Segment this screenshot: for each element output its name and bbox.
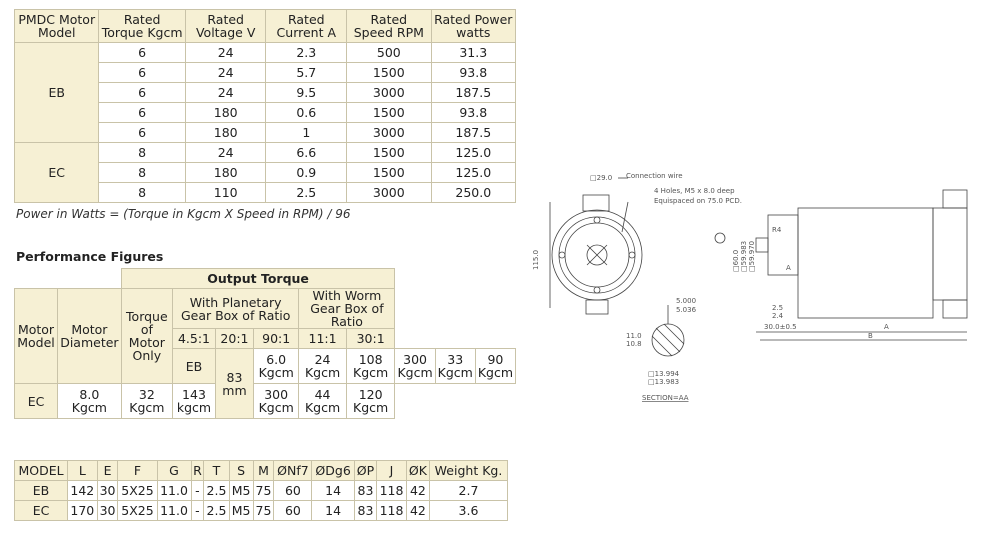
table-cell: 24	[185, 43, 266, 63]
dimensions-table	[14, 460, 508, 521]
table-cell: 142	[68, 481, 98, 501]
table-cell: 5X25	[118, 481, 157, 501]
dim-label: A	[884, 323, 889, 331]
table-cell: 8	[99, 183, 185, 203]
table-cell: 24	[185, 63, 266, 83]
foot-box	[586, 300, 608, 314]
dim-label: 115.0	[532, 249, 540, 270]
header-cell: J	[377, 461, 407, 481]
model-cell: EB	[15, 481, 68, 501]
dim-label: R4	[772, 226, 782, 234]
header-cell: R	[191, 461, 204, 481]
foot-side	[943, 300, 967, 318]
table-cell: 120 Kgcm	[346, 384, 395, 419]
dim-label: B	[868, 332, 873, 340]
table-cell: 6	[99, 123, 185, 143]
end-cap	[933, 208, 967, 300]
table-cell: 118	[377, 501, 407, 521]
dim-label: □59.983	[740, 240, 748, 272]
table-cell: 60	[274, 481, 312, 501]
table-cell: 6	[99, 43, 185, 63]
table-cell: 2.5	[204, 481, 229, 501]
table-cell: 300 Kgcm	[395, 349, 435, 384]
model-cell: EB	[15, 43, 99, 143]
table-cell: 1500	[347, 163, 431, 183]
model-cell: EC	[15, 501, 68, 521]
table-cell: 44 Kgcm	[299, 384, 346, 419]
terminal-box-side	[943, 190, 967, 208]
table-cell: 31.3	[431, 43, 515, 63]
header-cell: T	[204, 461, 229, 481]
table-cell: 1500	[347, 63, 431, 83]
header-cell: PMDC Motor Model	[15, 10, 99, 43]
table-cell: 24	[185, 83, 266, 103]
connection-wire-label: Connection wire	[626, 172, 683, 180]
motor-model-header: Motor Model	[15, 289, 58, 384]
table-cell: 75	[253, 501, 274, 521]
table-cell: 187.5	[431, 123, 515, 143]
header-cell: F	[118, 461, 157, 481]
header-cell: E	[97, 461, 118, 481]
header-cell: G	[157, 461, 191, 481]
table-cell: 2.3	[266, 43, 347, 63]
dim-label: □29.0	[590, 174, 613, 182]
table-row	[15, 143, 516, 163]
dim-label: A	[786, 264, 791, 272]
ratio-cell: 4.5:1	[173, 329, 216, 349]
leader-line	[622, 202, 628, 232]
hatch-line	[656, 328, 680, 352]
table-cell: M5	[229, 481, 253, 501]
table-cell: 110	[185, 183, 266, 203]
table-cell: 8.0 Kgcm	[58, 384, 122, 419]
dim-label: 5.036	[676, 306, 697, 314]
table-cell: 30	[97, 481, 118, 501]
table-cell: 8	[99, 163, 185, 183]
header-cell: S	[229, 461, 253, 481]
table-cell: 24 Kgcm	[299, 349, 346, 384]
header-cell: Rated Torque Kgcm	[99, 10, 185, 43]
perf-header-row	[15, 289, 516, 329]
table-cell: 108 Kgcm	[346, 349, 395, 384]
dim-label: □13.994	[648, 370, 680, 378]
table-cell: 6.0 Kgcm	[254, 349, 299, 384]
table-cell: 2.5	[266, 183, 347, 203]
table-cell: 8	[99, 143, 185, 163]
hatch-line	[664, 324, 684, 344]
table-cell: 6	[99, 83, 185, 103]
holes-label: 4 Holes, M5 x 8.0 deep	[654, 187, 735, 195]
header-cell: ØP	[354, 461, 376, 481]
header-cell: ØDg6	[312, 461, 354, 481]
table-cell: 3000	[347, 183, 431, 203]
model-cell: EC	[15, 143, 99, 203]
shaft-flange	[768, 215, 798, 275]
ratio-cell: 30:1	[346, 329, 395, 349]
dim-label: 10.8	[626, 340, 642, 348]
table-cell: 93.8	[431, 103, 515, 123]
dim-header-row	[15, 461, 508, 481]
header-cell: M	[253, 461, 274, 481]
table-row	[15, 501, 508, 521]
table-cell: 1500	[347, 143, 431, 163]
header-cell: Rated Current A	[266, 10, 347, 43]
motor-technical-drawing	[528, 160, 978, 410]
rated-specs-table	[14, 9, 516, 203]
table-cell: 6	[99, 63, 185, 83]
dim-label: 30.0±0.5	[764, 323, 797, 331]
header-cell: Weight Kg.	[430, 461, 508, 481]
table-cell: 30	[97, 501, 118, 521]
reference-circle	[715, 233, 725, 243]
table-cell: 2.5	[204, 501, 229, 521]
table-cell: M5	[229, 501, 253, 521]
mount-hole	[594, 217, 600, 223]
header-cell: ØNf7	[274, 461, 312, 481]
table-cell: 5X25	[118, 501, 157, 521]
header-cell: ØK	[406, 461, 429, 481]
power-formula-note: Power in Watts = (Torque in Kgcm X Speed in RPM) / 96	[16, 207, 351, 221]
dim-label: 5.000	[676, 297, 697, 305]
table-cell: 24	[185, 143, 266, 163]
shaft	[756, 238, 768, 252]
header-cell: L	[68, 461, 98, 481]
header-cell: MODEL	[15, 461, 68, 481]
section-label: SECTION=AA	[642, 394, 689, 402]
motor-housing	[798, 208, 933, 318]
ratio-cell: 90:1	[254, 329, 299, 349]
table-cell: 0.9	[266, 163, 347, 183]
dim-label: 2.5	[772, 304, 784, 312]
dim-label: 11.0	[626, 332, 642, 340]
dim-label: □13.983	[648, 378, 680, 386]
torque-motor-only-header: Torque of Motor Only	[121, 289, 172, 384]
holes-label: Equispaced on 75.0 PCD.	[654, 197, 742, 205]
table-cell: 14	[312, 481, 354, 501]
table-cell: 90 Kgcm	[475, 349, 515, 384]
table-cell: 2.7	[430, 481, 508, 501]
performance-title: Performance Figures	[16, 249, 164, 264]
table-cell: 0.6	[266, 103, 347, 123]
table-cell: 14	[312, 501, 354, 521]
table-cell: 93.8	[431, 63, 515, 83]
table-cell: 83	[354, 481, 376, 501]
table-cell: 118	[377, 481, 407, 501]
table-cell: -	[191, 481, 204, 501]
dim-label: □60.0	[732, 249, 740, 272]
table-cell: 170	[68, 501, 98, 521]
table-cell: 300 Kgcm	[254, 384, 299, 419]
model-cell: EB	[173, 349, 216, 384]
motor-diameter-header: Motor Diameter	[58, 289, 122, 384]
perf-header-row	[15, 269, 516, 289]
dim-label: 2.4	[772, 312, 784, 320]
header-cell: Rated Speed RPM	[347, 10, 431, 43]
worm-header: With Worm Gear Box of Ratio	[299, 289, 395, 329]
table-cell: 500	[347, 43, 431, 63]
dim-label: □59.970	[748, 240, 756, 272]
table-cell: 1	[266, 123, 347, 143]
table-cell: 11.0	[157, 501, 191, 521]
table-cell: 60	[274, 501, 312, 521]
mount-hole	[559, 252, 565, 258]
table-cell: 6	[99, 103, 185, 123]
table-cell: 187.5	[431, 83, 515, 103]
table-cell: 3000	[347, 123, 431, 143]
table-cell: 250.0	[431, 183, 515, 203]
table-cell: 83	[354, 501, 376, 521]
table-cell: 180	[185, 163, 266, 183]
diameter-cell: 83 mm	[215, 349, 253, 419]
table-cell: 75	[253, 481, 274, 501]
ratio-cell: 20:1	[215, 329, 253, 349]
table-cell: 5.7	[266, 63, 347, 83]
table-cell: 180	[185, 103, 266, 123]
table-cell: 32 Kgcm	[121, 384, 172, 419]
table-row	[15, 384, 516, 419]
terminal-box	[583, 195, 609, 211]
table-cell: 11.0	[157, 481, 191, 501]
table-cell: 125.0	[431, 163, 515, 183]
header-cell: Rated Power watts	[431, 10, 515, 43]
table-row	[15, 43, 516, 63]
rated-table-header-row	[15, 10, 516, 43]
table-row	[15, 481, 508, 501]
planetary-header: With Planetary Gear Box of Ratio	[173, 289, 299, 329]
table-cell: 1500	[347, 103, 431, 123]
table-cell: 6.6	[266, 143, 347, 163]
table-cell: 143 kgcm	[173, 384, 216, 419]
mount-hole	[629, 252, 635, 258]
table-cell: 125.0	[431, 143, 515, 163]
table-cell: 3.6	[430, 501, 508, 521]
header-cell: Rated Voltage V	[185, 10, 266, 43]
table-cell: -	[191, 501, 204, 521]
performance-table	[14, 268, 516, 419]
empty-cell	[15, 269, 122, 289]
table-cell: 33 Kgcm	[435, 349, 475, 384]
table-cell: 3000	[347, 83, 431, 103]
output-torque-header: Output Torque	[121, 269, 395, 289]
ratio-cell: 11:1	[299, 329, 346, 349]
table-cell: 42	[406, 501, 429, 521]
table-cell: 180	[185, 123, 266, 143]
hatch-line	[652, 336, 672, 356]
table-cell: 42	[406, 481, 429, 501]
table-cell: 9.5	[266, 83, 347, 103]
mount-hole	[594, 287, 600, 293]
model-cell: EC	[15, 384, 58, 419]
